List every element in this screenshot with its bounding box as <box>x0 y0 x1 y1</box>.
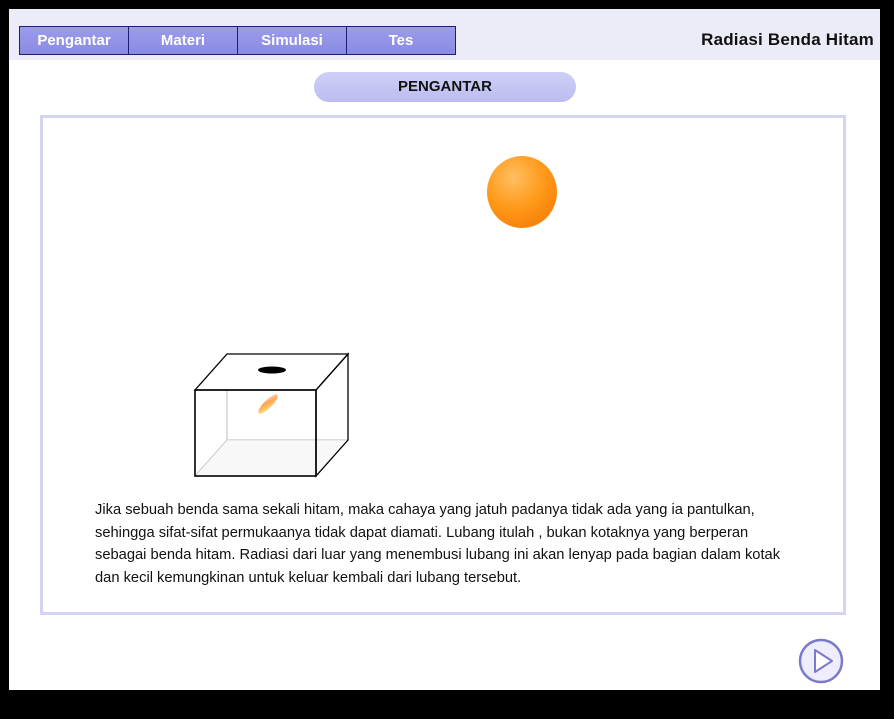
tab-simulasi[interactable]: Simulasi <box>237 26 347 55</box>
nav-tabs <box>19 26 456 55</box>
top-bar <box>9 9 880 60</box>
app-window <box>9 9 880 690</box>
play-next-icon[interactable] <box>798 638 844 684</box>
tab-pengantar[interactable]: Pengantar <box>19 26 129 55</box>
section-title: PENGANTAR <box>314 72 576 102</box>
black-box-cavity-icon <box>193 348 353 478</box>
sun-icon <box>487 156 557 228</box>
tab-tes[interactable]: Tes <box>346 26 456 55</box>
app-title: Radiasi Benda Hitam <box>701 30 874 49</box>
description-text: Jika sebuah benda sama sekali hitam, maka cahaya yang jatuh padanya tidak ada yang ia pantulkan, sehingga sifat-sifat permukaanya tidak dapat diamati. Lubang itulah , bukan kotaknya yang berperan sebagai benda hitam. Radiasi dari luar yang menembusi lubang ini akan lenyap pada bagian dalam kotak dan kecil kemungkinan untuk keluar kembali dari lubang tersebut. <box>95 502 781 586</box>
tab-materi[interactable]: Materi <box>128 26 238 55</box>
content-panel <box>40 115 846 615</box>
